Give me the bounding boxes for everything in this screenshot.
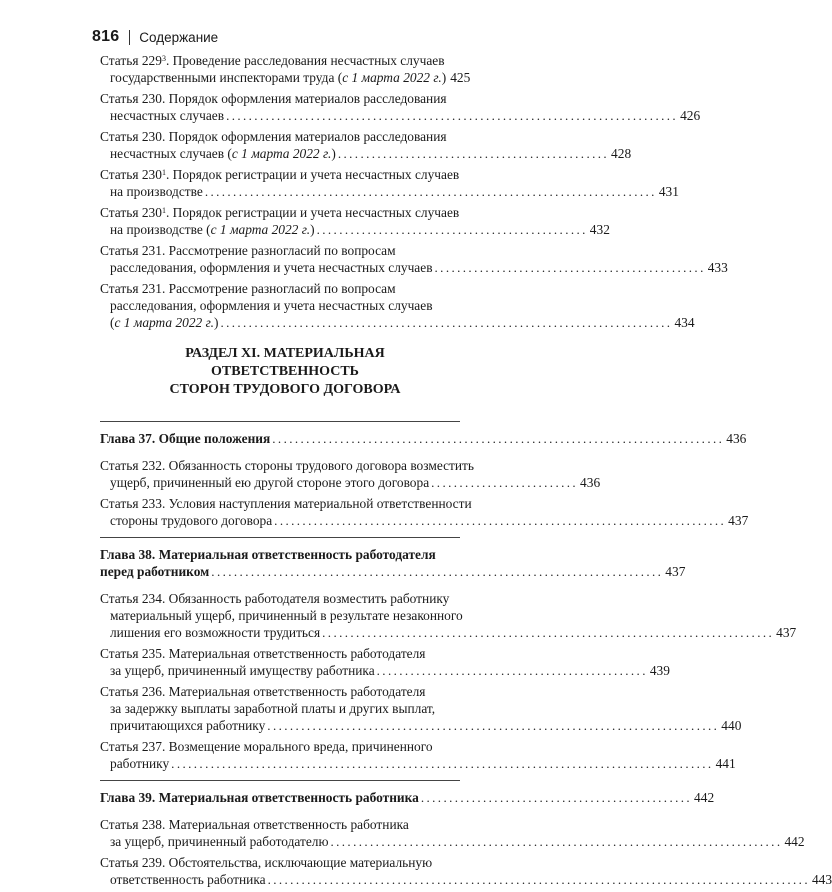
toc-entry[interactable]: Статья 236. Материальная ответственность работодателя за задержку выплаты заработной платы и других выплат, причитающихся работнику ................................................................................ 440 [100, 684, 742, 733]
running-header [92, 28, 218, 46]
toc-page-number: 426 [680, 108, 701, 123]
toc-page-number: 437 [776, 625, 797, 640]
toc-entry[interactable]: Статья $230^1$. Порядок регистрации и учета несчастных случаев на производстве (с 1 марта 2022 г.) ................................................ 432 [100, 205, 610, 237]
divider [100, 537, 460, 538]
toc-entry[interactable]: Статья 239. Обстоятельства, исключающие материальную ответственность работника ................................................................................................ 443 [100, 855, 832, 887]
toc-page-number: 432 [589, 222, 610, 237]
toc-page-number: 428 [611, 146, 632, 161]
header-divider [129, 30, 130, 45]
toc-entry[interactable]: Статья $230^1$. Порядок регистрации и учета несчастных случаев на производстве ................................................................................ 431 [100, 167, 679, 199]
toc-page-number: 442 [784, 834, 805, 849]
toc-page-number: 436 [726, 431, 747, 446]
toc-entry[interactable]: Статья 231. Рассмотрение разногласий по вопросам расследования, оформления и учета несчастных случаев (с 1 марта 2022 г.) ................................................................................ 434 [100, 281, 695, 330]
section-heading[interactable]: РАЗДЕЛ XI. МАТЕРИАЛЬНАЯ ОТВЕТСТВЕННОСТЬ СТОРОН ТРУДОВОГО ДОГОВОРА [169, 346, 401, 397]
toc-page-number: 436 [580, 475, 601, 490]
toc-chapter[interactable]: Глава 39. Материальная ответственность работника ................................................ 442 [100, 790, 715, 805]
toc-entry[interactable]: Статья 237. Возмещение морального вреда, причиненного работнику ................................................................................................ 441 [100, 739, 736, 771]
page-number: 816 [92, 28, 120, 45]
toc-page-number: 437 [728, 513, 749, 528]
toc-page-number: 443 [811, 872, 832, 887]
toc-entry[interactable]: Статья 230. Порядок оформления материалов расследования несчастных случаев (с 1 марта 2022 г.) ................................................ 428 [100, 129, 632, 161]
toc-entry[interactable]: Статья 232. Обязанность стороны трудового договора возместить ущерб, причиненный ею другой стороне этого договора .......................... 436 [100, 458, 601, 490]
divider [100, 421, 460, 422]
toc-entry[interactable]: Статья $229^3$. Проведение расследования несчастных случаев государственными инспекторами труда (с 1 марта 2022 г.) 425 [100, 53, 471, 85]
toc-page-number: 441 [715, 756, 736, 771]
toc-chapter[interactable]: Глава 38. Материальная ответственность работодателя перед работником ................................................................................ 437 [100, 547, 686, 579]
toc-entry[interactable]: Статья 231. Рассмотрение разногласий по вопросам расследования, оформления и учета несчастных случаев ................................................ 433 [100, 243, 728, 275]
table-of-contents [100, 52, 832, 892]
toc-page-number: 434 [674, 315, 695, 330]
toc-entry[interactable]: Статья 234. Обязанность работодателя возместить работнику материальный ущерб, причиненный в результате незаконного лишения его возможности трудиться ................................................................................ 437 [100, 591, 797, 640]
toc-page-number: 425 [450, 70, 471, 85]
toc-entry[interactable]: Статья 230. Порядок оформления материалов расследования несчастных случаев ................................................................................ 426 [100, 91, 701, 123]
header-title: Содержание [139, 29, 219, 45]
toc-entry[interactable]: Статья 238. Материальная ответственность работника за ущерб, причиненный работодателю ................................................................................ 442 [100, 817, 805, 849]
toc-entry[interactable]: Статья 233. Условия наступления материальной ответственности стороны трудового договора ................................................................................ 437 [100, 496, 749, 528]
divider [100, 780, 460, 781]
toc-page-number: 433 [707, 260, 728, 275]
toc-entry[interactable]: Статья 235. Материальная ответственность работодателя за ущерб, причиненный имуществу работника ................................................ 439 [100, 646, 670, 678]
toc-page-number: 442 [694, 790, 715, 805]
toc-chapter[interactable]: Глава 37. Общие положения ................................................................................ 436 [100, 431, 747, 446]
toc-page-number: 431 [658, 184, 679, 199]
toc-page-number: 439 [649, 663, 670, 678]
toc-page-number: 440 [721, 718, 742, 733]
toc-page-number: 437 [665, 564, 686, 579]
